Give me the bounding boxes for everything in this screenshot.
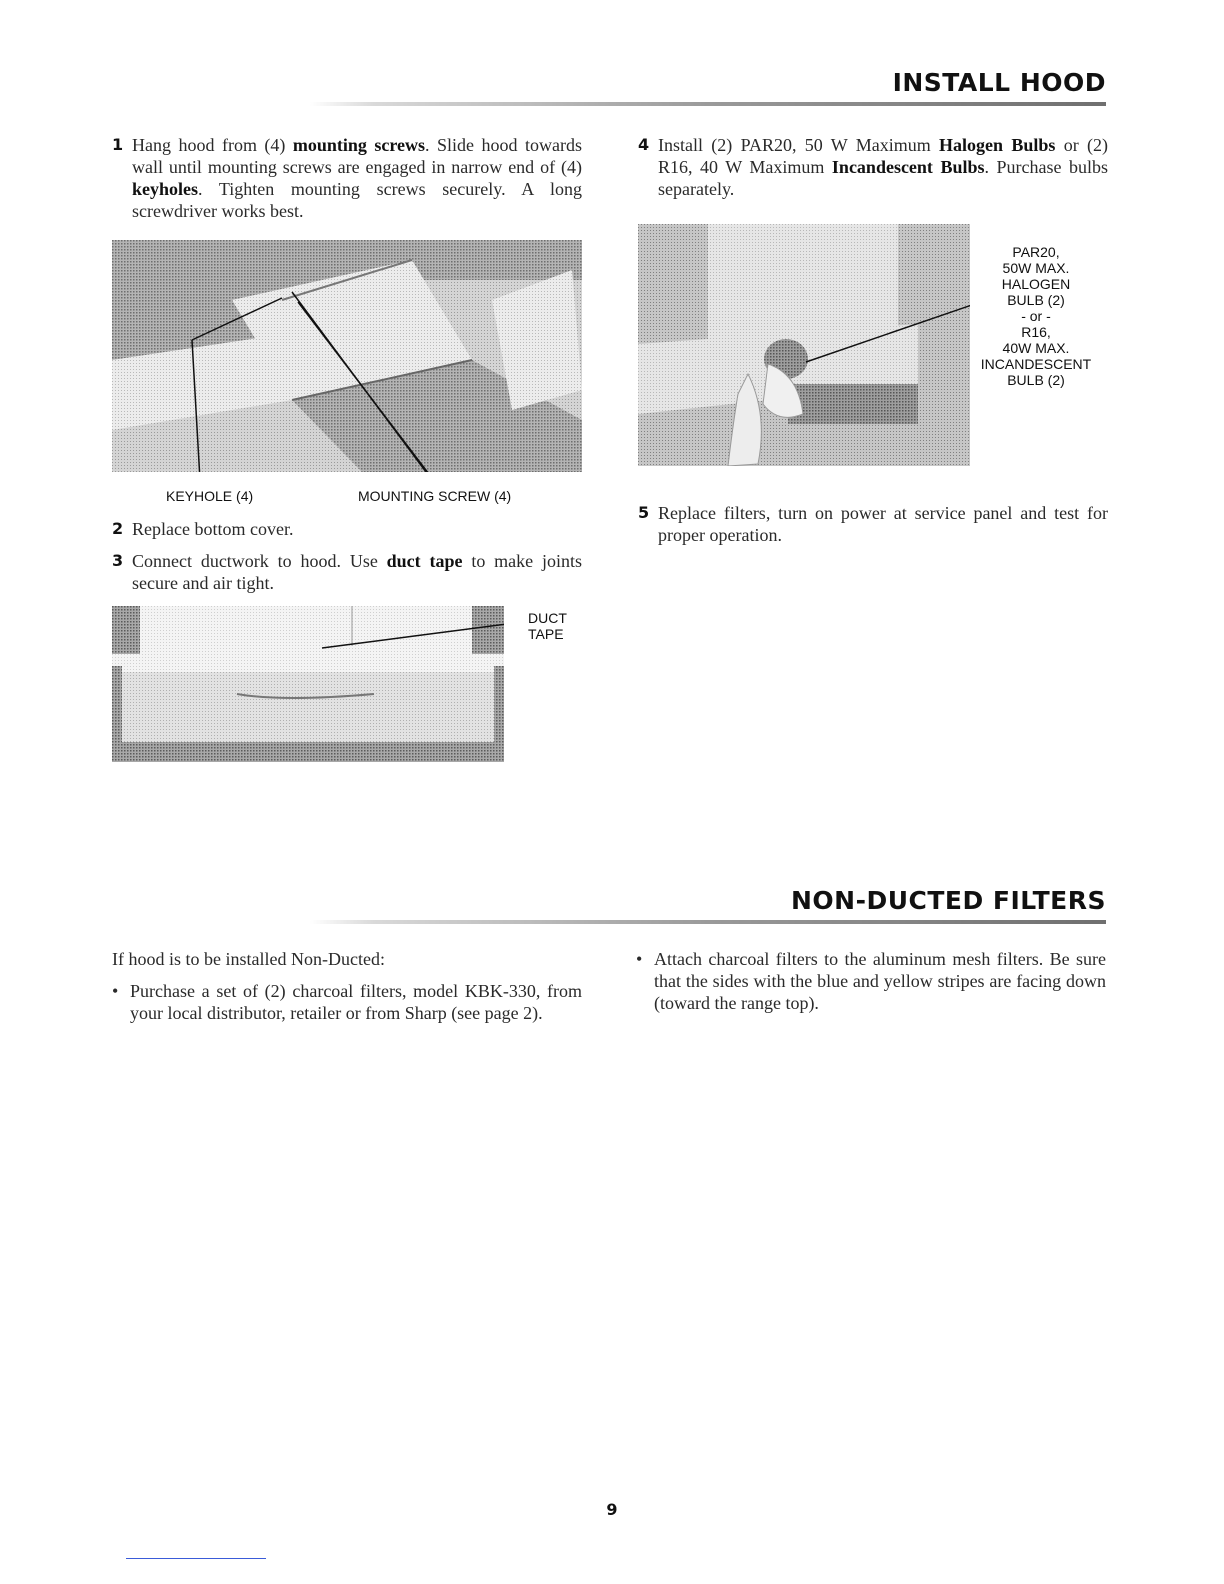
label-line: 40W MAX. bbox=[1002, 340, 1070, 356]
label-line: - or - bbox=[1021, 308, 1051, 324]
label-duct-tape bbox=[528, 610, 567, 642]
step-text: Install (2) PAR20, 50 W Maximum Halogen Bulbs or (2) R16, 40 W Maximum Incandescent Bulbs. Purchase bulbs separately. bbox=[658, 135, 1109, 199]
step-text: Connect ductwork to hood. Use duct tape to make joints secure and air tight. bbox=[132, 551, 582, 593]
label-line: BULB (2) bbox=[1007, 372, 1065, 388]
label-line: PAR20, bbox=[1012, 244, 1060, 260]
label-line: TAPE bbox=[528, 626, 564, 642]
bullet-icon: • bbox=[112, 981, 119, 1001]
section-divider bbox=[310, 920, 1106, 924]
label-line: INCANDESCENT bbox=[980, 356, 1092, 372]
list-item bbox=[112, 980, 582, 1024]
step-number: 3 bbox=[112, 551, 124, 570]
step-1 bbox=[112, 134, 582, 222]
label-line: DUCT bbox=[528, 610, 567, 626]
section-title-install-hood: INSTALL HOOD bbox=[892, 68, 1106, 97]
footer-line bbox=[126, 1558, 266, 1559]
label-keyhole: KEYHOLE (4) bbox=[166, 488, 254, 504]
list-item bbox=[636, 948, 1106, 1014]
label-line: 50W MAX. bbox=[1002, 260, 1070, 276]
step-number: 5 bbox=[638, 503, 650, 522]
step-number: 1 bbox=[112, 135, 124, 154]
step-2 bbox=[112, 518, 582, 540]
bullet-icon: • bbox=[636, 949, 643, 969]
callout-line bbox=[638, 224, 970, 466]
section-divider bbox=[310, 102, 1106, 106]
page-number: 9 bbox=[606, 1500, 618, 1519]
step-3 bbox=[112, 550, 582, 594]
duct-tape-photo bbox=[112, 606, 504, 762]
step-number: 4 bbox=[638, 135, 650, 154]
duct-tape-illustration bbox=[112, 606, 504, 762]
step-text: Hang hood from (4) mounting screws. Slide hood towards wall until mounting screws are engaged in narrow end of (4) keyholes. Tighten mounting screws securely. A long screwdriver works best. bbox=[132, 135, 582, 221]
label-line: BULB (2) bbox=[1007, 292, 1065, 308]
step-number: 2 bbox=[112, 519, 124, 538]
callout-lines bbox=[112, 240, 582, 472]
step-5 bbox=[638, 502, 1108, 546]
section-title-non-ducted-filters: NON-DUCTED FILTERS bbox=[790, 886, 1106, 915]
label-line: HALOGEN bbox=[1001, 276, 1071, 292]
non-ducted-intro: If hood is to be installed Non-Ducted: bbox=[112, 949, 385, 969]
label-line: R16, bbox=[1021, 324, 1051, 340]
step-4 bbox=[638, 134, 1108, 200]
hood-keyhole-photo bbox=[112, 240, 582, 472]
step-text: Replace bottom cover. bbox=[132, 519, 294, 539]
step-text: Replace filters, turn on power at service panel and test for proper operation. bbox=[658, 503, 1108, 545]
bulb-spec-label bbox=[966, 244, 1106, 388]
bulb-install-photo bbox=[638, 224, 970, 466]
label-mounting-screw: MOUNTING SCREW (4) bbox=[358, 488, 512, 504]
bullet-text: Purchase a set of (2) charcoal filters, model KBK-330, from your local distributor, retailer or from Sharp (see page 2). bbox=[130, 981, 582, 1023]
bullet-text: Attach charcoal filters to the aluminum mesh filters. Be sure that the sides with the blue and yellow stripes are facing down (toward the range top). bbox=[654, 949, 1106, 1013]
